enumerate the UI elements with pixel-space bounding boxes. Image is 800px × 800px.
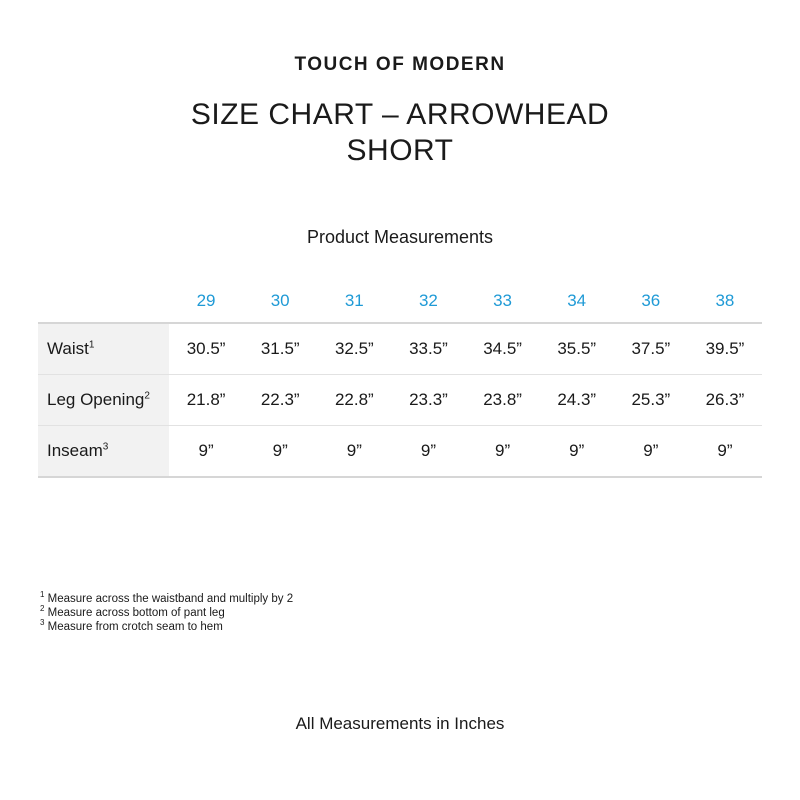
table-cell: 9”: [420, 441, 436, 460]
footnote: $^2$ Measure across bottom of pant leg: [40, 604, 225, 619]
size-header: 29: [196, 291, 216, 310]
size-header: 36: [641, 291, 661, 310]
title-line-1: SIZE CHART – ARROWHEAD: [190, 98, 610, 131]
footnote-marker: 3: [102, 441, 109, 453]
size-header: 33: [493, 291, 513, 310]
row-label: Leg Opening$^2$: [38, 375, 169, 426]
size-header: 31: [344, 291, 364, 310]
table-cell: 33.5”: [409, 339, 448, 358]
title-line-2: SHORT: [346, 134, 454, 167]
table-cell: 21.8”: [186, 390, 226, 409]
brand-logo: TOUCH OF MODERN: [294, 54, 506, 75]
table-cell: 32.5”: [334, 339, 374, 358]
table-row-leg-opening: [38, 375, 762, 426]
table-cell: 37.5”: [631, 339, 671, 358]
table-cell: 39.5”: [705, 339, 745, 358]
footnote-marker: 2: [144, 390, 150, 402]
footnote-marker: 1: [88, 339, 95, 351]
table-cell: 9”: [717, 441, 733, 460]
table-cell: 30.5”: [186, 339, 226, 358]
size-chart-table: [38, 280, 762, 478]
table-cell: 35.5”: [557, 339, 597, 358]
table-cell: 22.8”: [334, 390, 374, 409]
table-cell: 31.5”: [260, 339, 300, 358]
table-cell: 9”: [569, 441, 585, 460]
table-cell: 23.3”: [409, 390, 448, 409]
footnote: $^3$ Measure from crotch seam to hem: [40, 618, 223, 633]
table-cell: 9”: [643, 441, 659, 460]
table-cell: 23.8”: [483, 390, 522, 409]
size-header: 38: [715, 291, 735, 310]
header-corner: [38, 280, 169, 323]
footer-note: All Measurements in Inches: [295, 714, 505, 733]
table-row-waist: [38, 323, 762, 375]
table-cell: 22.3”: [260, 390, 300, 409]
size-header: 30: [270, 291, 290, 310]
size-header: 32: [418, 291, 438, 310]
table-row-inseam: [38, 426, 762, 478]
section-subtitle: Product Measurements: [306, 227, 494, 247]
row-label: Waist$^1$: [38, 323, 169, 375]
table-cell: 34.5”: [483, 339, 522, 358]
table-cell: 9”: [495, 441, 511, 460]
table-cell: 25.3”: [631, 390, 671, 409]
table-cell: 26.3”: [705, 390, 745, 409]
row-label: Inseam$^3$: [38, 426, 169, 478]
page-title: [0, 97, 800, 169]
footnote: $^1$ Measure across the waistband and multiply by 2: [40, 590, 294, 605]
size-header-row: [38, 280, 762, 323]
footnotes: [40, 592, 293, 634]
table-cell: 24.3”: [557, 390, 597, 409]
size-header: 34: [567, 291, 587, 310]
table-cell: 9”: [272, 441, 288, 460]
table-cell: 9”: [346, 441, 362, 460]
table-cell: 9”: [198, 441, 214, 460]
